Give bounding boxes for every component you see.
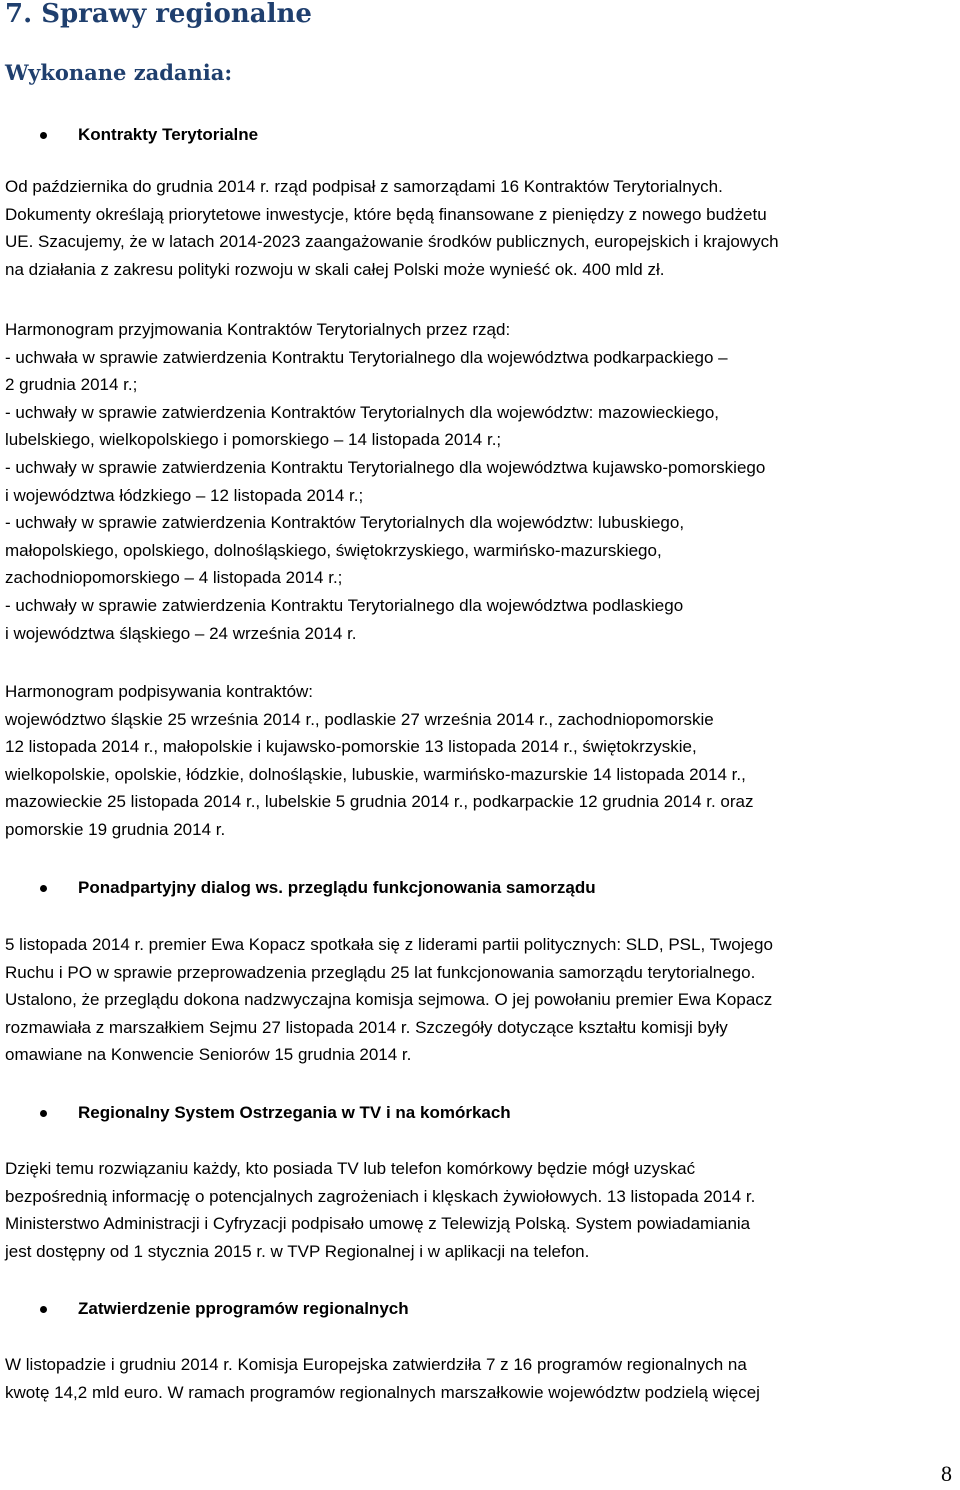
bullet-dot-icon: [40, 132, 47, 139]
text-line: UE. Szacujemy, że w latach 2014-2023 zaangażowanie środków publicznych, europejskich i krajowych: [5, 232, 779, 252]
text-line: - uchwały w sprawie zatwierdzenia Kontraktu Terytorialnego dla województwa podlaskiego: [5, 595, 684, 615]
text-line: Od października do grudnia 2014 r. rząd podpisał z samorządami 16 Kontraktów Terytorialnych.: [5, 177, 723, 196]
text-line: - uchwały w sprawie zatwierdzenia Kontraktu Terytorialnego dla województwa kujawsko-pomorskiego: [5, 457, 766, 477]
text-line: Harmonogram podpisywania kontraktów:: [5, 682, 314, 701]
text-line: i województwa łódzkiego – 12 listopada 2014 r.;: [5, 485, 364, 505]
text-line: kwotę 14,2 mld euro. W ramach programów regionalnych marszałkowie województw podzielą więcej: [5, 1382, 760, 1402]
text-line: rozmawiała z marszałkiem Sejmu 27 listopada 2014 r. Szczegóły dotyczące kształtu komisji były: [5, 1017, 728, 1037]
text-line: jest dostępny od 1 stycznia 2015 r. w TVP Regionalnej i w aplikacji na telefon.: [5, 1241, 590, 1261]
paragraph: [5, 931, 953, 1069]
text-line: 2 grudnia 2014 r.;: [5, 375, 138, 395]
text-line: W listopadzie i grudniu 2014 r. Komisja Europejska zatwierdziła 7 z 16 programów regionalnych na: [5, 1355, 747, 1374]
text-line: mazowieckie 25 listopada 2014 r., lubelskie 5 grudnia 2014 r., podkarpackie 12 grudnia 2014 r. oraz: [5, 792, 754, 812]
text-line: bezpośrednią informację o potencjalnych zagrożeniach i klęskach żywiołowych. 13 listopada 2014 r.: [5, 1186, 756, 1206]
bullet-heading-label: Kontrakty Terytorialne: [78, 125, 259, 144]
text-line: - uchwały w sprawie zatwierdzenia Kontraktów Terytorialnych dla województw: lubuskiego,: [5, 513, 685, 533]
paragraph: [5, 1155, 953, 1265]
text-line: pomorskie 19 grudnia 2014 r.: [5, 819, 226, 839]
text-line: - uchwała w sprawie zatwierdzenia Kontraktu Terytorialnego dla województwa podkarpackiego –: [5, 347, 728, 367]
paragraph: [5, 316, 953, 647]
text-line: Harmonogram przyjmowania Kontraktów Terytorialnych przez rząd:: [5, 320, 511, 339]
text-line: zachodniopomorskiego – 4 listopada 2014 r.;: [5, 568, 343, 588]
paragraph: [5, 1351, 953, 1406]
text-line: - uchwały w sprawie zatwierdzenia Kontraktów Terytorialnych dla województw: mazowieckiego,: [5, 402, 719, 422]
text-line: małopolskiego, opolskiego, dolnośląskiego, świętokrzyskiego, warmińsko-mazurskiego,: [5, 540, 662, 560]
text-line: województwo śląskie 25 września 2014 r., podlaskie 27 września 2014 r., zachodniopomorskie: [5, 709, 714, 729]
text-line: Ruchu i PO w sprawie przeprowadzenia przeglądu 25 lat funkcjonowania samorządu terytorialnego.: [5, 962, 756, 982]
text-line: 5 listopada 2014 r. premier Ewa Kopacz spotkała się z liderami partii politycznych: SLD, PSL, Twojego: [5, 935, 773, 954]
bullet-dot-icon: [40, 1306, 47, 1313]
bullet-heading-label: Regionalny System Ostrzegania w TV i na komórkach: [78, 1103, 511, 1122]
text-line: lubelskiego, wielkopolskiego i pomorskiego – 14 listopada 2014 r.;: [5, 430, 502, 450]
text-line: na działania z zakresu polityki rozwoju w skali całej Polski może wynieść ok. 400 mld zł.: [5, 259, 665, 279]
bullet-heading-label: Zatwierdzenie pprogramów regionalnych: [78, 1299, 409, 1318]
paragraph: [5, 173, 953, 283]
bullet-heading-label: Ponadpartyjny dialog ws. przeglądu funkcjonowania samorządu: [78, 878, 596, 897]
page-number: 8: [941, 1461, 952, 1486]
text-line: Dokumenty określają priorytetowe inwestycje, które będą finansowane z pieniędzy z nowego budżetu: [5, 204, 767, 224]
bullet-dot-icon: [40, 885, 47, 892]
text-line: 12 listopada 2014 r., małopolskie i kujawsko-pomorskie 13 listopada 2014 r., świętokrzyskie,: [5, 737, 697, 757]
text-line: i województwa śląskiego – 24 września 2014 r.: [5, 623, 357, 643]
subtitle: Wykonane zadania:: [5, 60, 233, 85]
bullet-dot-icon: [40, 1110, 47, 1117]
section-title: 7. Sprawy regionalne: [5, 0, 312, 29]
text-line: Ministerstwo Administracji i Cyfryzacji podpisało umowę z Telewizją Polską. System powiadamiania: [5, 1214, 751, 1234]
text-line: wielkopolskie, opolskie, łódzkie, dolnośląskie, lubuskie, warmińsko-mazurskie 14 listopada 2014 r.,: [5, 764, 746, 784]
paragraph: [5, 678, 953, 844]
text-line: omawiane na Konwencie Seniorów 15 grudnia 2014 r.: [5, 1045, 412, 1065]
text-line: Dzięki temu rozwiązaniu każdy, kto posiada TV lub telefon komórkowy będzie mógł uzyskać: [5, 1159, 696, 1178]
text-line: Ustalono, że przeglądu dokona nadzwyczajna komisja sejmowa. O jej powołaniu premier Ewa Kopacz: [5, 990, 773, 1010]
